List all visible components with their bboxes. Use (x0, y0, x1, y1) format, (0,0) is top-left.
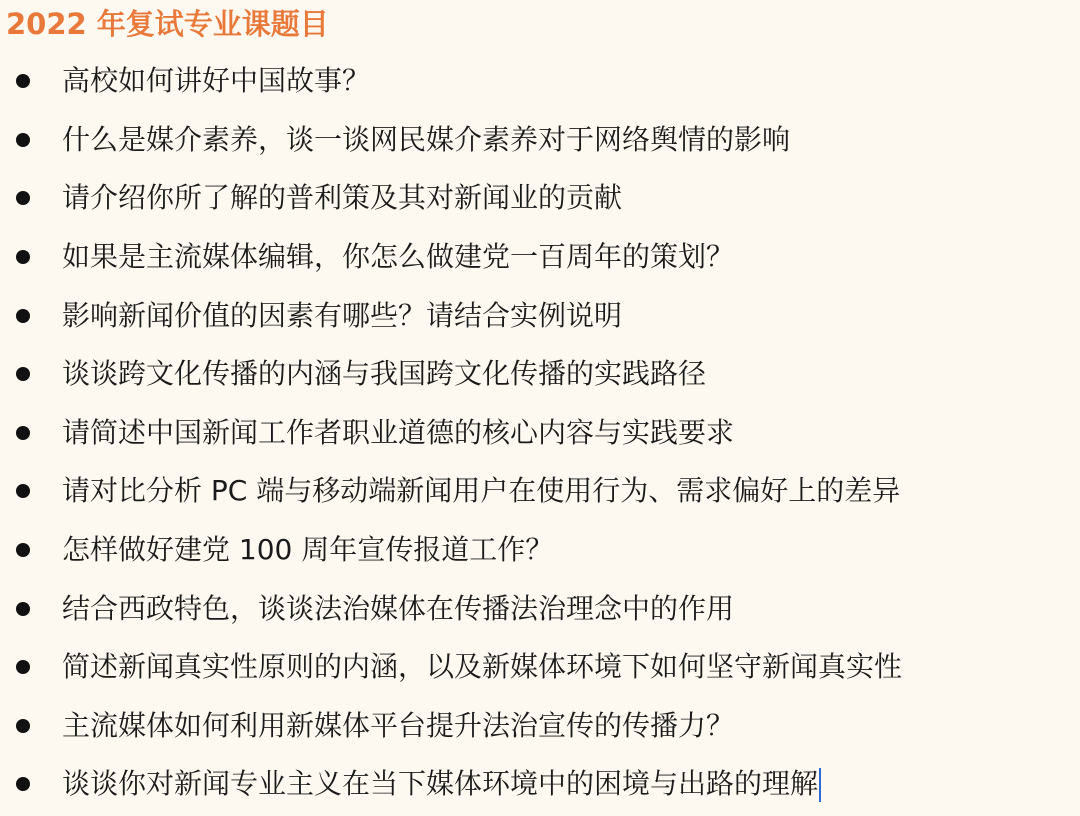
list-item (0, 579, 1080, 638)
question-text: 如果是主流媒体编辑，你怎么做建党一百周年的策划？ (62, 240, 735, 274)
bullet-icon (16, 74, 30, 88)
question-text: 高校如何讲好中国故事？ (62, 64, 371, 98)
bullet-icon (16, 602, 30, 616)
text-cursor-caret (819, 768, 821, 802)
bullet-icon (16, 309, 30, 323)
question-text-content: 谈谈你对新闻专业主义在当下媒体环境中的困境与出路的理解 (62, 767, 819, 801)
question-text: 请对比分析 PC 端与移动端新闻用户在使用行为、需求偏好上的差异 (62, 474, 901, 508)
question-text: 主流媒体如何利用新媒体平台提升法治宣传的传播力？ (62, 708, 735, 742)
list-item (0, 404, 1080, 463)
question-text: 结合西政特色，谈谈法治媒体在传播法治理念中的作用 (62, 591, 735, 625)
list-item (0, 638, 1080, 697)
bullet-icon (16, 777, 30, 791)
bullet-icon (16, 660, 30, 674)
bullet-icon (16, 719, 30, 733)
question-text: 请介绍你所了解的普利策及其对新闻业的贡献 (62, 181, 623, 215)
bullet-icon (16, 367, 30, 381)
question-text: 怎样做好建党 100 周年宣传报道工作？ (62, 533, 554, 567)
bullet-icon (16, 426, 30, 440)
list-item (0, 286, 1080, 345)
list-item (0, 755, 1080, 814)
question-text: 请简述中国新闻工作者职业道德的核心内容与实践要求 (62, 415, 735, 449)
question-text: 简述新闻真实性原则的内涵，以及新媒体环境下如何坚守新闻真实性 (62, 650, 903, 684)
bullet-icon (16, 133, 30, 147)
list-item (0, 228, 1080, 287)
question-text: 影响新闻价值的因素有哪些？请结合实例说明 (62, 298, 623, 332)
list-item (0, 462, 1080, 521)
question-text[interactable] (62, 764, 821, 804)
question-list (0, 52, 1080, 814)
question-text: 什么是媒介素养，谈一谈网民媒介素养对于网络舆情的影响 (62, 122, 791, 156)
list-item (0, 111, 1080, 170)
bullet-icon (16, 191, 30, 205)
bullet-icon (16, 543, 30, 557)
list-item (0, 345, 1080, 404)
question-text: 谈谈跨文化传播的内涵与我国跨文化传播的实践路径 (62, 357, 707, 391)
list-item (0, 169, 1080, 228)
bullet-icon (16, 250, 30, 264)
list-item (0, 521, 1080, 580)
bullet-icon (16, 484, 30, 498)
list-item (0, 697, 1080, 756)
page-title: 2022 年复试专业课题目 (6, 7, 329, 41)
list-item (0, 52, 1080, 111)
